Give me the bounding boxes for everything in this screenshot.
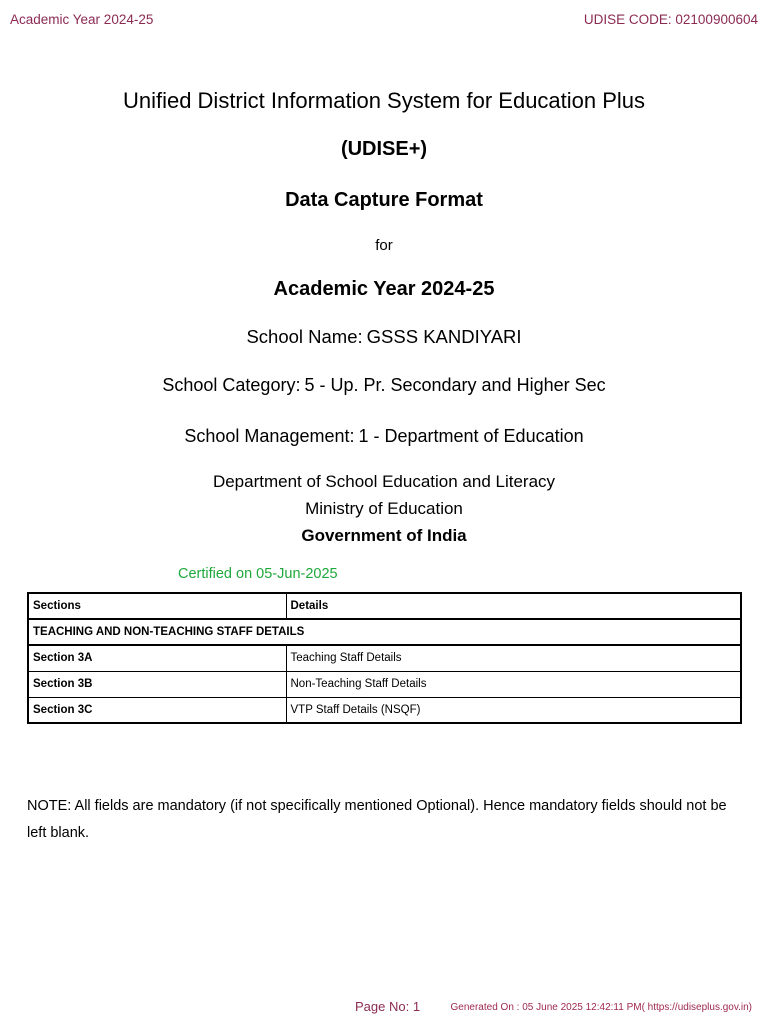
school-category-value: 5 - Up. Pr. Secondary and Higher Sec [304,375,606,395]
sections-table-header-row [28,593,741,619]
dept-of-school-education-line: Department of School Education and Literacy [212,472,556,491]
title-udise-plus: (UDISE+) [340,138,428,160]
section-3a-details-cell: Teaching Staff Details [286,645,741,671]
title-data-capture-format: Data Capture Format [285,189,483,211]
school-name-value: GSSS KANDIYARI [366,326,522,347]
mandatory-fields-note: NOTE: All fields are mandatory (if not specifically mentioned Optional). Hence mandatory fields should not be left blank. [27,798,727,841]
government-of-india-line: Government of India [301,526,467,545]
section-3c-details-cell: VTP Staff Details (NSQF) [286,697,741,723]
ministry-of-education-line: Ministry of Education [305,499,463,518]
generated-on-timestamp: Generated On : 05 June 2025 12:42:11 PM( https://udiseplus.gov.in) [450,1002,752,1013]
section-3b-details-cell: Non-Teaching Staff Details [286,671,741,697]
title-academic-year: Academic Year 2024-25 [273,278,495,300]
school-management-value: 1 - Department of Education [358,426,584,446]
page-number: Page No: 1 [355,999,421,1014]
section-3c-cell: Section 3C [28,697,286,723]
details-header-cell: Details [286,593,741,619]
section-3b-cell: Section 3B [28,671,286,697]
table-row [28,671,741,697]
certified-on-line: Certified on 05-Jun-2025 [178,566,338,582]
staff-details-group-cell: TEACHING AND NON-TEACHING STAFF DETAILS [28,619,741,645]
school-category-label: School Category: [162,375,301,395]
school-category-line [0,375,768,396]
school-management-label: School Management: [184,426,355,446]
sections-table [27,592,742,724]
title-for: for [375,237,393,254]
header-academic-year: Academic Year 2024-25 [10,12,154,27]
document-header [10,12,758,27]
title-main: Unified District Information System for Education Plus [122,88,646,113]
sections-header-cell: Sections [28,593,286,619]
table-row [28,697,741,723]
section-3a-cell: Section 3A [28,645,286,671]
school-management-line [0,426,768,447]
school-name-label: School Name: [246,326,363,347]
school-name-line [0,326,768,348]
staff-details-group-row [28,619,741,645]
header-udise-code: UDISE CODE: 02100900604 [583,12,758,27]
table-row [28,645,741,671]
